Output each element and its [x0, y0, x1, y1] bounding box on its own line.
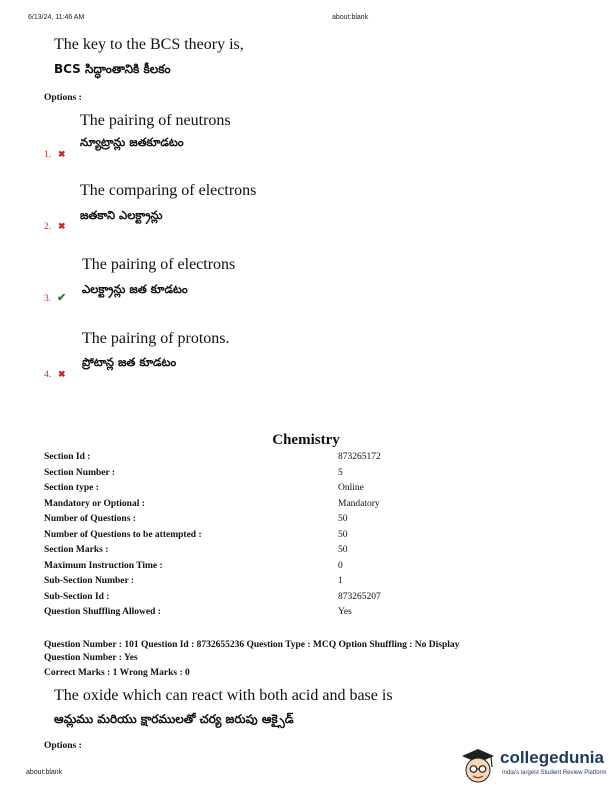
section-row-value: 5: [338, 467, 343, 478]
section-row-label: Section type :: [44, 483, 99, 493]
wrong-mark-icon: ✖: [58, 369, 66, 379]
options-label: Options :: [44, 741, 82, 751]
option-1-text-en: The pairing of neutrons: [80, 112, 231, 129]
section-row: [44, 576, 564, 591]
section-row-label: Section Id :: [44, 452, 91, 462]
option-3-text-te: ఎలక్ట్రాన్లు జత కూడటం: [82, 282, 188, 296]
section-row-label: Maximum Instruction Time :: [44, 560, 163, 571]
option-2-text-te: జతకాని ఎలక్ట్రాన్లు: [80, 208, 163, 222]
section-row: [44, 607, 564, 622]
collegedunia-logo: [458, 746, 612, 786]
option-4-text-en: The pairing of protons.: [82, 330, 230, 347]
footer-url: about:blank: [26, 769, 63, 776]
section-row-label: Section Marks :: [44, 545, 109, 555]
wrong-mark-icon: ✖: [58, 149, 66, 159]
option-2-text-en: The comparing of electrons: [80, 182, 257, 199]
section-row: [44, 483, 564, 498]
question-text-en: The oxide which can react with both acid and base is: [54, 687, 393, 704]
section-row-label: Question Shuffling Allowed :: [44, 607, 161, 617]
logo-wordmark: collegedunia: [500, 748, 604, 767]
option-4-text-te: ప్రోటాన్ల జత కూడటం: [82, 355, 177, 369]
option-2-number: 2.: [44, 222, 52, 232]
question-marks: Correct Marks : 1 Wrong Marks : 0: [44, 668, 190, 678]
section-row: [44, 452, 564, 467]
section-title: Chemistry: [272, 432, 340, 448]
section-row: [44, 592, 564, 607]
section-row-label: Sub-Section Number :: [44, 576, 135, 586]
question-text-en: The key to the BCS theory is,: [54, 36, 244, 53]
section-row-label: Number of Questions to be attempted :: [44, 529, 202, 540]
question-text-te: ఆమ్లము మరియు క్షారములతో చర్య జరుపు ఆక్సైడ్: [54, 712, 294, 726]
wrong-mark-icon: ✖: [58, 221, 66, 231]
print-url: about:blank: [332, 14, 369, 21]
print-timestamp: 6/13/24, 11:46 AM: [28, 14, 85, 21]
section-row-value: 50: [338, 514, 348, 524]
section-row-value: 873265172: [338, 452, 381, 462]
mascot-icon: [458, 746, 498, 786]
section-row-label: Section Number :: [44, 467, 116, 478]
section-row-value: 0: [338, 560, 343, 571]
question-meta-line2: Question Number : Yes: [44, 653, 138, 663]
section-row-label: Mandatory or Optional :: [44, 498, 145, 509]
option-4-number: 4.: [44, 370, 52, 380]
option-1-text-te: న్యూట్రాన్లు జతకూడటం: [80, 135, 184, 149]
section-row: [44, 499, 564, 514]
option-3-number: 3.: [44, 294, 52, 304]
section-row-value: Yes: [338, 607, 352, 617]
section-row-label: Sub-Section Id :: [44, 591, 110, 602]
question-text-te: BCS సిద్ధాంతానికి కీలకం: [54, 62, 171, 76]
section-row: [44, 530, 564, 545]
section-row: [44, 468, 564, 483]
section-row: [44, 561, 564, 576]
section-row: [44, 545, 564, 560]
section-row-value: Online: [338, 483, 364, 493]
option-1-number: 1.: [44, 150, 52, 160]
options-label: Options :: [44, 93, 82, 103]
question-meta-line1: Question Number : 101 Question Id : 8732655236 Question Type : MCQ Option Shuffling : No Display: [44, 640, 460, 650]
section-row-value: 1: [338, 576, 343, 586]
correct-check-icon: ✔: [57, 292, 67, 304]
section-row: [44, 514, 564, 529]
section-row-label: Number of Questions :: [44, 514, 136, 524]
section-row-value: Mandatory: [338, 498, 380, 509]
section-row-value: 873265207: [338, 591, 381, 602]
section-row-value: 50: [338, 529, 348, 540]
logo-tagline: India's largest Student Review Platform: [502, 770, 607, 776]
section-row-value: 50: [338, 545, 348, 555]
option-3-text-en: The pairing of electrons: [82, 256, 236, 273]
